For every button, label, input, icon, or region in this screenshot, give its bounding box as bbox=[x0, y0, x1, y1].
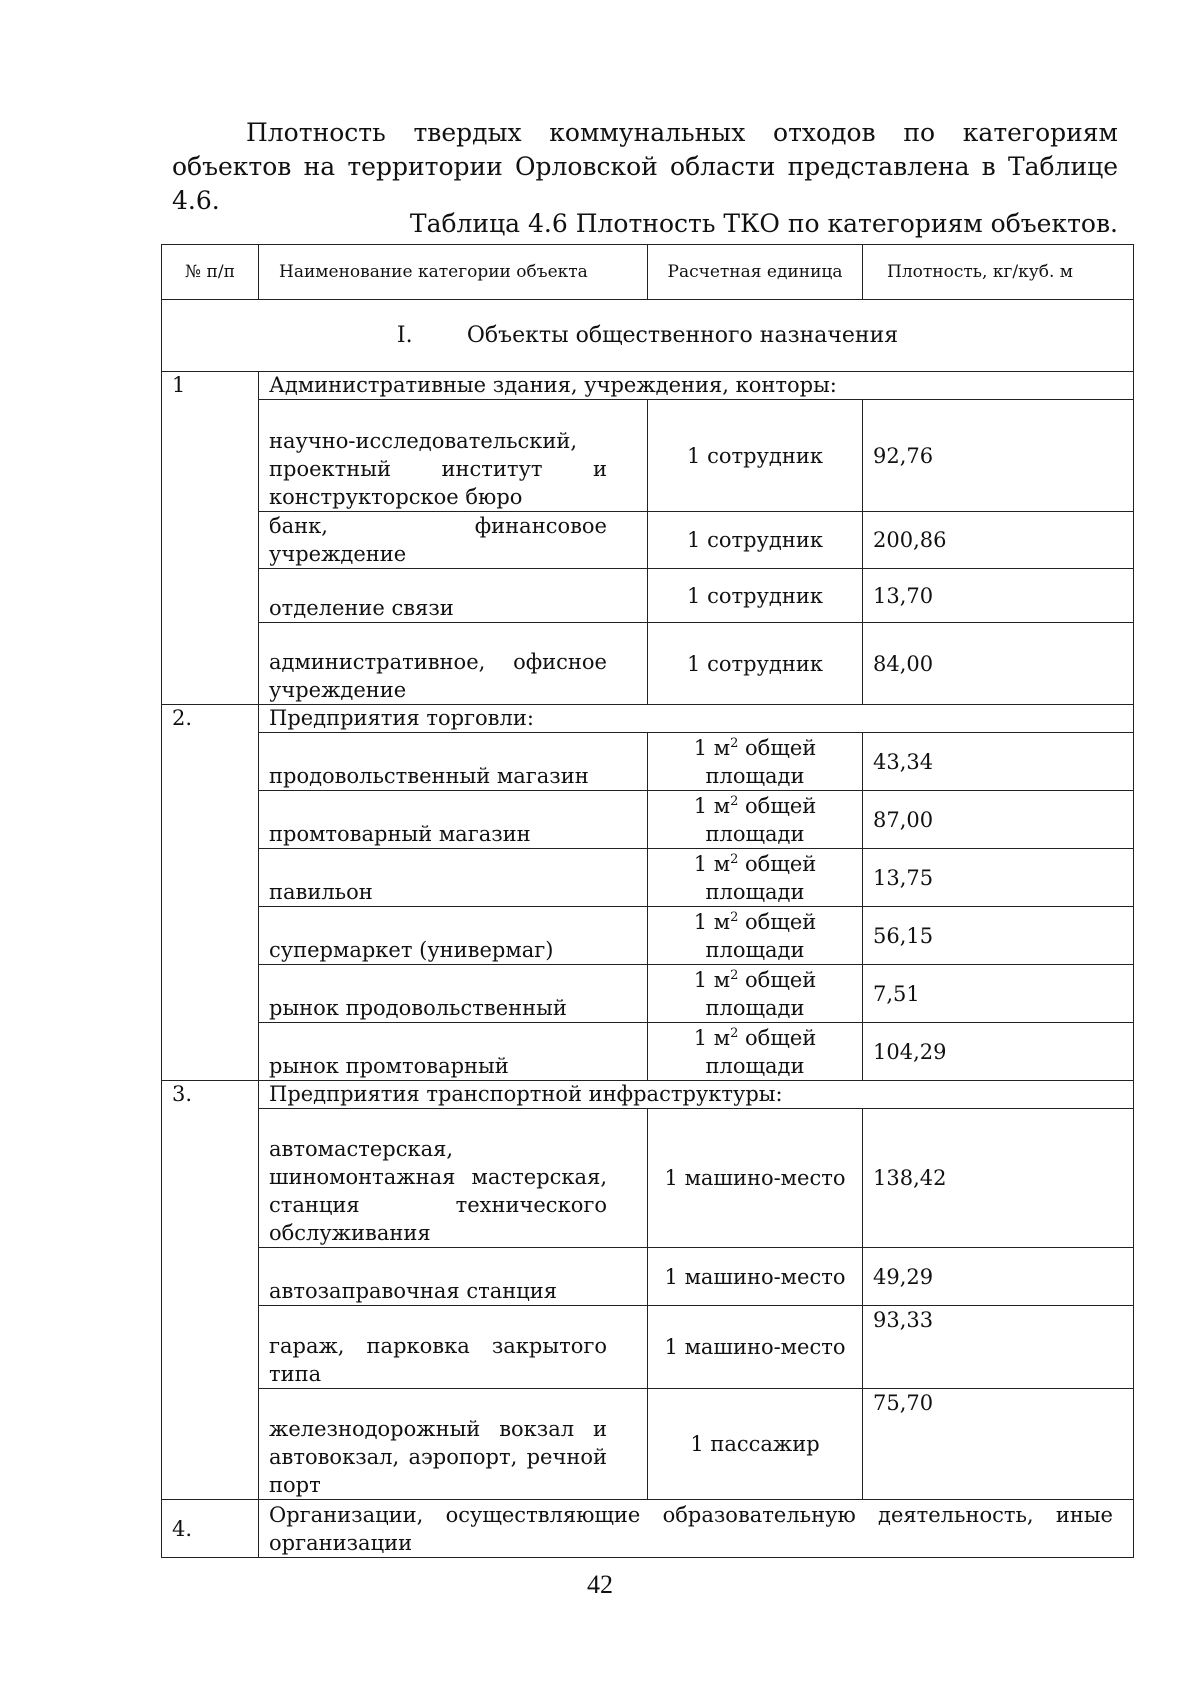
row-value: 93,33 bbox=[863, 1306, 1134, 1389]
row-value: 200,86 bbox=[863, 512, 1134, 569]
row-name: железнодорожный вокзал и автовокзал, аэропорт, речной порт bbox=[259, 1389, 648, 1500]
row-name: гараж, парковка закрытого типа bbox=[259, 1306, 648, 1389]
table-row bbox=[162, 1109, 1134, 1248]
unit-suffix: общей площади bbox=[705, 1025, 817, 1078]
unit-prefix: 1 м bbox=[693, 793, 731, 818]
row-value: 138,42 bbox=[863, 1109, 1134, 1248]
table-row bbox=[162, 849, 1134, 907]
unit-prefix: 1 м bbox=[693, 1025, 731, 1050]
group-title: Организации, осуществляющие образовательную деятельность, иные организации bbox=[259, 1500, 1134, 1558]
table-row bbox=[162, 623, 1134, 705]
section-roman: I. bbox=[396, 322, 413, 348]
row-unit bbox=[648, 965, 863, 1023]
table-row bbox=[162, 569, 1134, 623]
row-unit bbox=[648, 733, 863, 791]
group-number: 4. bbox=[162, 1500, 259, 1558]
group-title-row bbox=[162, 1500, 1134, 1558]
group-number: 1 bbox=[162, 372, 259, 705]
group-title-row bbox=[162, 705, 1134, 733]
unit-suffix: общей площади bbox=[705, 735, 817, 788]
row-value: 7,51 bbox=[863, 965, 1134, 1023]
table-row bbox=[162, 791, 1134, 849]
unit-sup: 2 bbox=[730, 851, 739, 867]
row-name: научно-исследовательский, проектный институт и конструкторское бюро bbox=[259, 400, 648, 512]
row-unit: 1 сотрудник bbox=[648, 512, 863, 569]
row-value: 92,76 bbox=[863, 400, 1134, 512]
row-value: 87,00 bbox=[863, 791, 1134, 849]
row-unit: 1 сотрудник bbox=[648, 569, 863, 623]
header-density: Плотность, кг/куб. м bbox=[863, 245, 1134, 300]
row-name: автомастерская, шиномонтажная мастерская, станция технического обслуживания bbox=[259, 1109, 648, 1248]
section-row bbox=[162, 300, 1134, 372]
row-value: 84,00 bbox=[863, 623, 1134, 705]
group-title: Предприятия транспортной инфраструктуры: bbox=[259, 1081, 1134, 1109]
row-name: продовольственный магазин bbox=[259, 733, 648, 791]
table-caption: Таблица 4.6 Плотность ТКО по категориям объектов. bbox=[409, 209, 1118, 238]
row-unit: 1 сотрудник bbox=[648, 623, 863, 705]
row-value: 56,15 bbox=[863, 907, 1134, 965]
header-num: № п/п bbox=[162, 245, 259, 300]
unit-sup: 2 bbox=[730, 735, 739, 751]
row-value: 104,29 bbox=[863, 1023, 1134, 1081]
row-unit bbox=[648, 907, 863, 965]
unit-prefix: 1 м bbox=[693, 909, 731, 934]
row-value: 13,70 bbox=[863, 569, 1134, 623]
row-name: банк, финансовое учреждение bbox=[259, 512, 648, 569]
unit-suffix: общей площади bbox=[705, 967, 817, 1020]
row-name: рынок продовольственный bbox=[259, 965, 648, 1023]
row-unit bbox=[648, 791, 863, 849]
row-unit: 1 сотрудник bbox=[648, 400, 863, 512]
unit-prefix: 1 м bbox=[693, 967, 731, 992]
section-title: Объекты общественного назначения bbox=[466, 322, 899, 348]
unit-sup: 2 bbox=[730, 967, 739, 983]
row-name: павильон bbox=[259, 849, 648, 907]
unit-suffix: общей площади bbox=[705, 793, 817, 846]
group-title: Административные здания, учреждения, конторы: bbox=[259, 372, 1134, 400]
row-value: 13,75 bbox=[863, 849, 1134, 907]
page-number: 42 bbox=[587, 1570, 613, 1599]
header-name: Наименование категории объекта bbox=[259, 245, 648, 300]
table-row bbox=[162, 512, 1134, 569]
row-name: автозаправочная станция bbox=[259, 1248, 648, 1306]
unit-prefix: 1 м bbox=[693, 851, 731, 876]
row-value: 43,34 bbox=[863, 733, 1134, 791]
row-unit: 1 машино-место bbox=[648, 1109, 863, 1248]
row-unit bbox=[648, 1023, 863, 1081]
header-unit: Расчетная единица bbox=[648, 245, 863, 300]
row-unit: 1 пассажир bbox=[648, 1389, 863, 1500]
row-unit: 1 машино-место bbox=[648, 1248, 863, 1306]
table-row bbox=[162, 965, 1134, 1023]
group-title: Предприятия торговли: bbox=[259, 705, 1134, 733]
table-row bbox=[162, 1248, 1134, 1306]
row-name: рынок промтоварный bbox=[259, 1023, 648, 1081]
row-value: 75,70 bbox=[863, 1389, 1134, 1500]
group-number: 2. bbox=[162, 705, 259, 1081]
unit-suffix: общей площади bbox=[705, 909, 817, 962]
table-row bbox=[162, 1306, 1134, 1389]
table-row bbox=[162, 907, 1134, 965]
table-row bbox=[162, 1389, 1134, 1500]
group-number: 3. bbox=[162, 1081, 259, 1500]
row-name: супермаркет (универмаг) bbox=[259, 907, 648, 965]
row-name: административное, офисное учреждение bbox=[259, 623, 648, 705]
unit-sup: 2 bbox=[730, 793, 739, 809]
unit-prefix: 1 м bbox=[693, 735, 731, 760]
group-title-row bbox=[162, 1081, 1134, 1109]
density-table bbox=[161, 244, 1134, 1558]
unit-suffix: общей площади bbox=[705, 851, 817, 904]
row-value: 49,29 bbox=[863, 1248, 1134, 1306]
row-name: отделение связи bbox=[259, 569, 648, 623]
row-name: промтоварный магазин bbox=[259, 791, 648, 849]
table-row bbox=[162, 1023, 1134, 1081]
unit-sup: 2 bbox=[730, 909, 739, 925]
unit-sup: 2 bbox=[730, 1025, 739, 1041]
table-header-row bbox=[162, 245, 1134, 300]
row-unit: 1 машино-место bbox=[648, 1306, 863, 1389]
table-row bbox=[162, 733, 1134, 791]
section-cell bbox=[162, 300, 1134, 372]
row-unit bbox=[648, 849, 863, 907]
table-row bbox=[162, 400, 1134, 512]
group-title-row bbox=[162, 372, 1134, 400]
intro-paragraph: Плотность твердых коммунальных отходов по категориям объектов на территории Орловской области представлена в Таблице 4.6. bbox=[172, 118, 1118, 215]
